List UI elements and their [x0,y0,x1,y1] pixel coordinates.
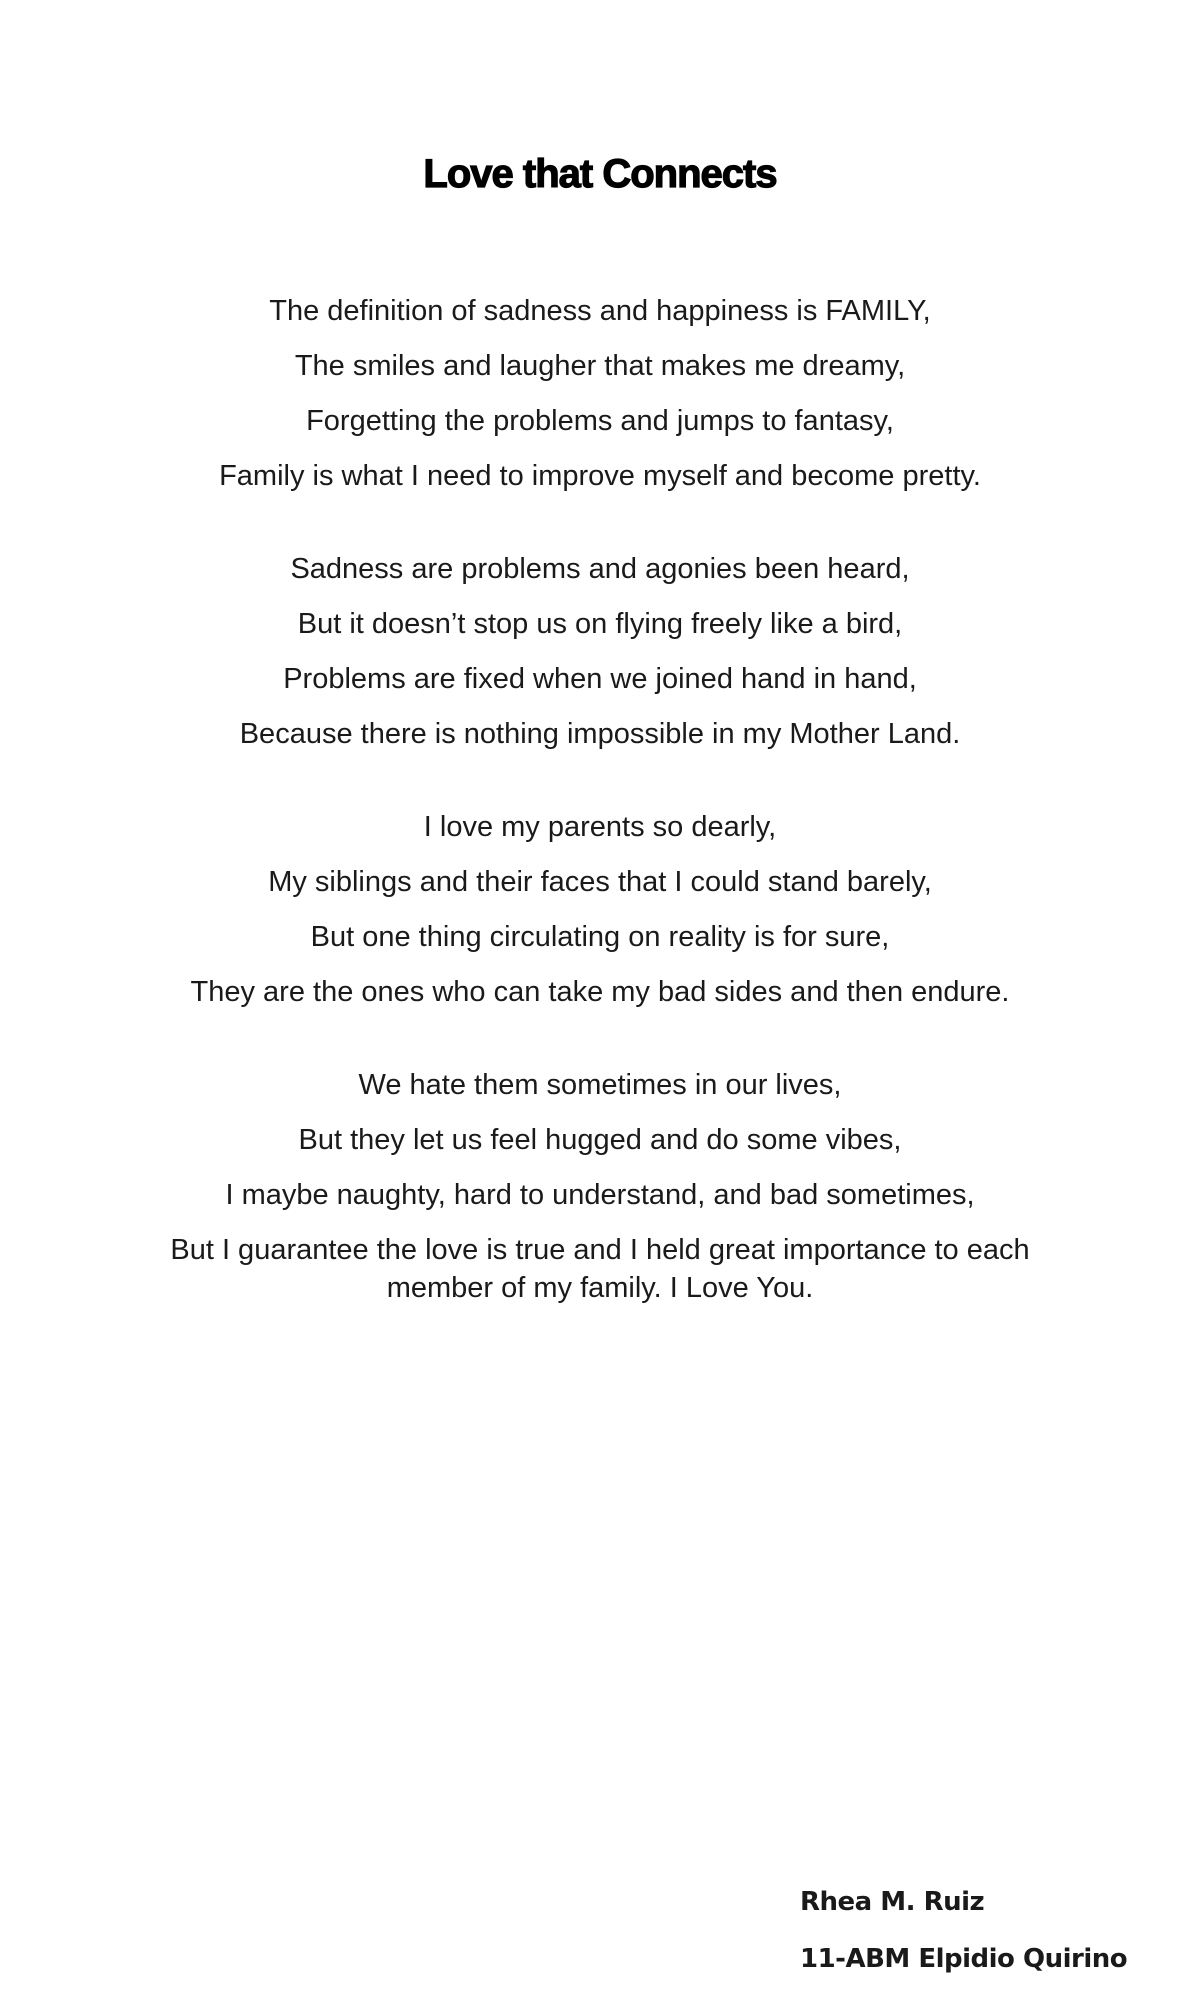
poem-line: Forgetting the problems and jumps to fantasy, [306,405,894,437]
poem-line: Family is what I need to improve myself and become pretty. [219,460,981,492]
poem-line: They are the ones who can take my bad sides and then endure. [190,976,1010,1008]
poem-body [100,292,1100,1362]
poem-line: But it doesn’t stop us on flying freely like a bird, [297,608,903,640]
poem-line: My siblings and their faces that I could stand barely, [268,866,932,898]
poem-line: Sadness are problems and agonies been heard, [290,553,910,585]
poem-line: Because there is nothing impossible in my Mother Land. [239,718,961,750]
poem-line: But one thing circulating on reality is for sure, [310,921,890,953]
stanza-2 [100,550,1100,753]
poem-line: The smiles and laugher that makes me dreamy, [294,350,906,382]
poem-line: We hate them sometimes in our lives, [358,1069,842,1101]
poem-title: Love that Connects [423,152,777,196]
poem-line: But I guarantee the love is true and I held great importance to each member of my family. I Love You. [170,1234,1030,1304]
author-name: Rhea M. Ruiz [800,1887,985,1917]
stanza-4 [100,1066,1100,1307]
author-section: 11-ABM Elpidio Quirino [800,1944,1128,1974]
poem-line: The definition of sadness and happiness is FAMILY, [269,295,931,327]
poem-line: I maybe naughty, hard to understand, and bad sometimes, [225,1179,975,1211]
poem-line: I love my parents so dearly, [423,811,777,843]
stanza-1 [100,292,1100,495]
author-signature [800,1885,1127,1999]
poem-line: Problems are fixed when we joined hand in hand, [283,663,917,695]
poem-line: But they let us feel hugged and do some vibes, [298,1124,902,1156]
stanza-3 [100,808,1100,1011]
